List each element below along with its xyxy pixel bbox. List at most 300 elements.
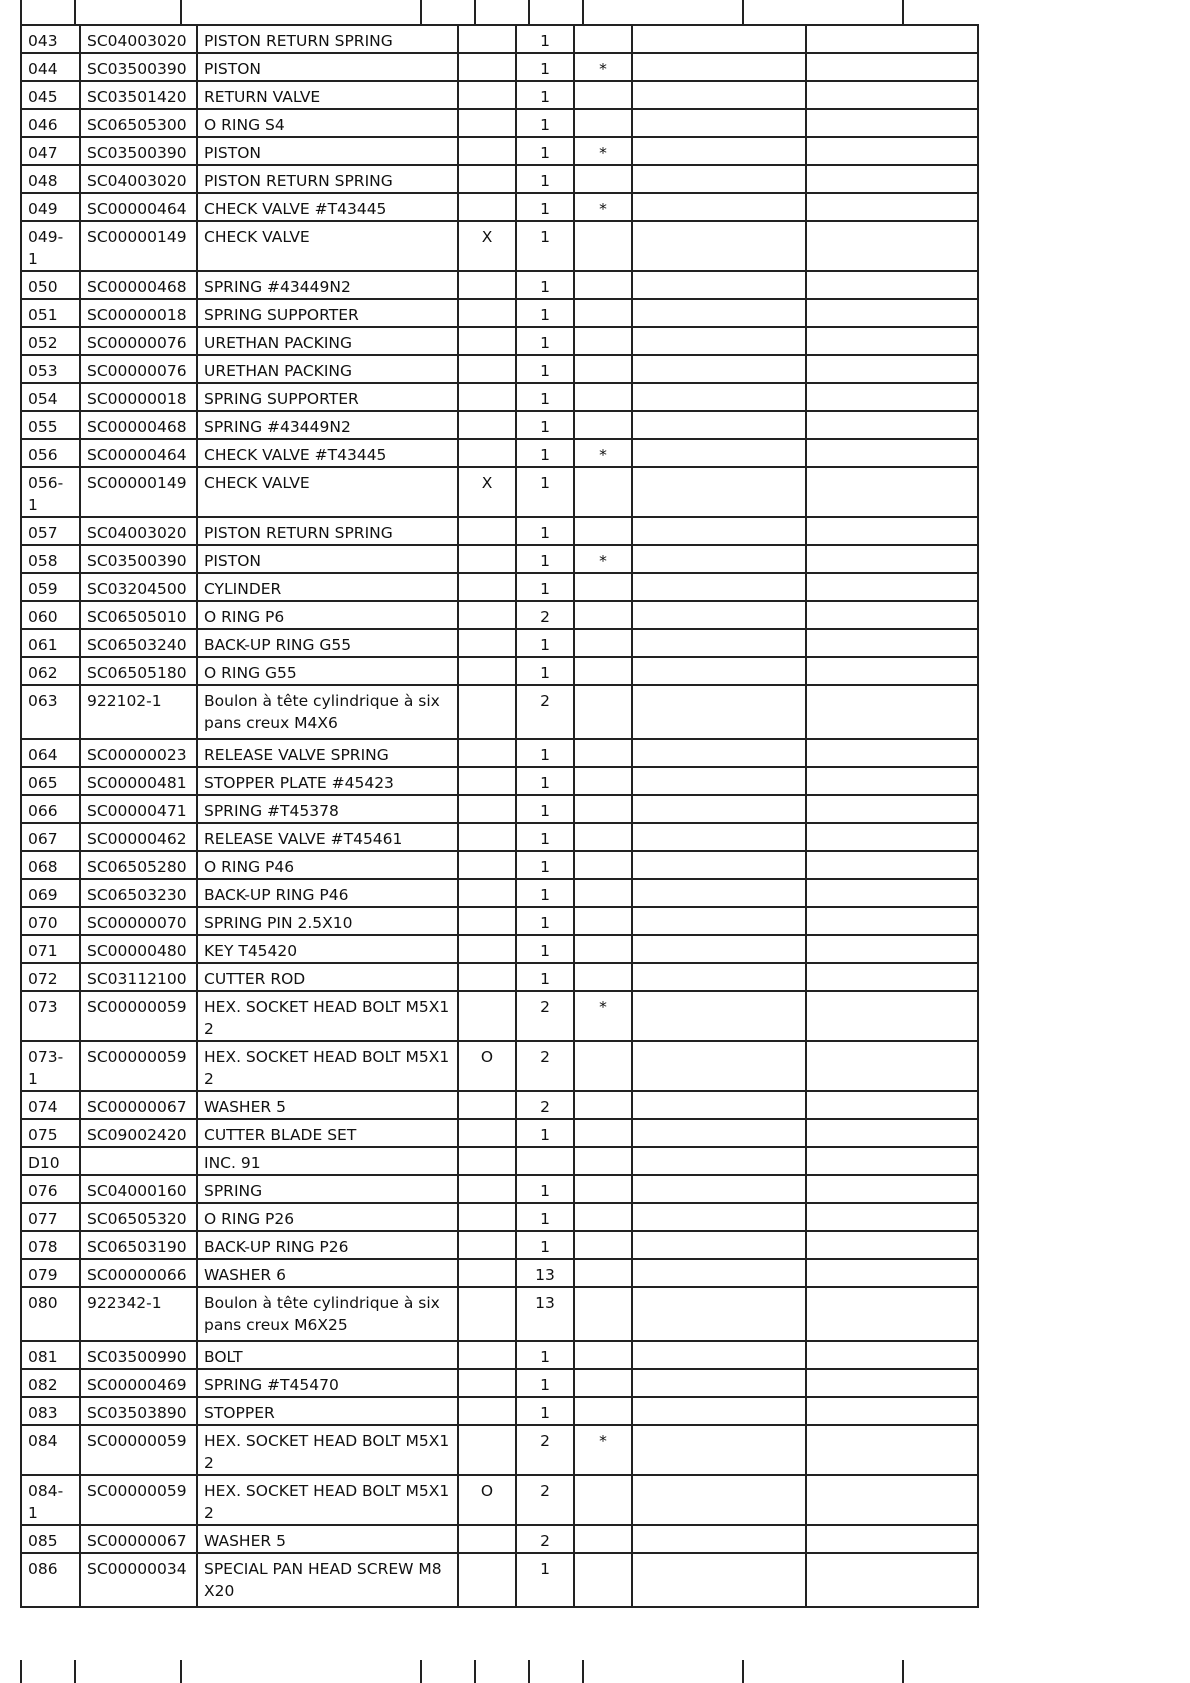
table-row: [21, 1475, 978, 1525]
cell-item-no: 062: [21, 657, 80, 685]
cell-blank: [632, 109, 806, 137]
cell-note-mark: [574, 601, 632, 629]
cell-note-mark: [574, 467, 632, 517]
cell-blank: [806, 467, 978, 517]
cell-quantity: 1: [516, 739, 574, 767]
cell-blank: [806, 109, 978, 137]
cell-blank: [806, 601, 978, 629]
cell-description: PISTON RETURN SPRING: [197, 25, 458, 53]
table-row: [21, 383, 978, 411]
cell-quantity: 1: [516, 907, 574, 935]
table-row: [21, 1147, 978, 1175]
cell-blank: [632, 657, 806, 685]
cell-part-code: SC00000471: [80, 795, 197, 823]
cell-item-no: 066: [21, 795, 80, 823]
cell-note-mark: [574, 823, 632, 851]
cell-quantity: 1: [516, 573, 574, 601]
cell-blank: [806, 1553, 978, 1607]
table-row: [21, 355, 978, 383]
cell-blank: [632, 685, 806, 739]
cell-item-no: 080: [21, 1287, 80, 1341]
cell-item-no: 056: [21, 439, 80, 467]
cell-item-no: 048: [21, 165, 80, 193]
cell-part-code: [80, 1147, 197, 1175]
cell-note-mark: [574, 573, 632, 601]
table-row: [21, 221, 978, 271]
table-row: [21, 1203, 978, 1231]
table-row: [21, 1091, 978, 1119]
cell-option-mark: [458, 739, 516, 767]
cell-description: O RING P6: [197, 601, 458, 629]
cell-blank: [806, 1147, 978, 1175]
column-rule: [180, 0, 182, 24]
cell-blank: [806, 1525, 978, 1553]
cell-quantity: 1: [516, 517, 574, 545]
cell-option-mark: [458, 517, 516, 545]
cell-part-code: SC00000023: [80, 739, 197, 767]
cell-blank: [632, 767, 806, 795]
cell-item-no: 073-1: [21, 1041, 80, 1091]
cell-quantity: 1: [516, 629, 574, 657]
table-row: [21, 299, 978, 327]
cell-blank: [806, 25, 978, 53]
cell-blank: [806, 795, 978, 823]
table-row: [21, 963, 978, 991]
cell-note-mark: *: [574, 53, 632, 81]
cell-quantity: 13: [516, 1259, 574, 1287]
cell-option-mark: [458, 81, 516, 109]
cell-blank: [632, 81, 806, 109]
cell-option-mark: [458, 1369, 516, 1397]
cell-option-mark: [458, 271, 516, 299]
cell-item-no: 068: [21, 851, 80, 879]
cell-description: PISTON RETURN SPRING: [197, 165, 458, 193]
cell-note-mark: [574, 1259, 632, 1287]
cell-note-mark: [574, 963, 632, 991]
cell-part-code: SC06503240: [80, 629, 197, 657]
cell-blank: [806, 137, 978, 165]
table-row: [21, 1425, 978, 1475]
cell-item-no: 076: [21, 1175, 80, 1203]
cell-description: URETHAN PACKING: [197, 355, 458, 383]
cell-blank: [806, 991, 978, 1041]
cell-note-mark: [574, 1119, 632, 1147]
cell-description: STOPPER: [197, 1397, 458, 1425]
cell-option-mark: [458, 823, 516, 851]
cell-note-mark: [574, 1203, 632, 1231]
cell-blank: [806, 685, 978, 739]
column-rule: [582, 1660, 584, 1683]
cell-part-code: SC00000034: [80, 1553, 197, 1607]
cell-description: BACK-UP RING G55: [197, 629, 458, 657]
cell-blank: [632, 739, 806, 767]
table-row: [21, 1341, 978, 1369]
cell-blank: [806, 1091, 978, 1119]
table-row: [21, 1397, 978, 1425]
cell-blank: [632, 851, 806, 879]
cell-note-mark: *: [574, 545, 632, 573]
cell-item-no: 082: [21, 1369, 80, 1397]
cell-quantity: 2: [516, 1041, 574, 1091]
cell-blank: [632, 573, 806, 601]
cell-option-mark: [458, 383, 516, 411]
cell-quantity: 1: [516, 165, 574, 193]
cell-option-mark: [458, 685, 516, 739]
cell-description: CHECK VALVE #T43445: [197, 439, 458, 467]
cell-description: SPRING #T45470: [197, 1369, 458, 1397]
cell-option-mark: [458, 1119, 516, 1147]
cell-quantity: 1: [516, 137, 574, 165]
cell-option-mark: O: [458, 1041, 516, 1091]
cell-part-code: SC00000067: [80, 1091, 197, 1119]
column-rule: [474, 1660, 476, 1683]
cell-description: PISTON RETURN SPRING: [197, 517, 458, 545]
cell-blank: [806, 629, 978, 657]
table-row: [21, 601, 978, 629]
cell-quantity: 1: [516, 1369, 574, 1397]
cell-blank: [632, 1287, 806, 1341]
cell-part-code: SC06505280: [80, 851, 197, 879]
cell-description: WASHER 5: [197, 1525, 458, 1553]
cell-note-mark: [574, 1475, 632, 1525]
cell-blank: [806, 1259, 978, 1287]
cell-part-code: SC00000480: [80, 935, 197, 963]
cell-item-no: 047: [21, 137, 80, 165]
cell-note-mark: [574, 1231, 632, 1259]
cell-option-mark: [458, 935, 516, 963]
table-row: [21, 1553, 978, 1607]
cell-blank: [632, 1341, 806, 1369]
cell-part-code: SC06505180: [80, 657, 197, 685]
cell-quantity: [516, 1147, 574, 1175]
cell-option-mark: [458, 601, 516, 629]
cell-option-mark: [458, 53, 516, 81]
table-row: [21, 1231, 978, 1259]
cell-option-mark: [458, 963, 516, 991]
cell-blank: [632, 193, 806, 221]
cell-note-mark: [574, 879, 632, 907]
cell-blank: [806, 1287, 978, 1341]
cell-option-mark: [458, 299, 516, 327]
cell-note-mark: [574, 1369, 632, 1397]
cell-note-mark: [574, 271, 632, 299]
cell-blank: [632, 439, 806, 467]
cell-description: SPRING SUPPORTER: [197, 299, 458, 327]
cell-option-mark: [458, 439, 516, 467]
cell-part-code: SC00000059: [80, 1425, 197, 1475]
cell-blank: [806, 271, 978, 299]
cell-item-no: 073: [21, 991, 80, 1041]
cell-blank: [632, 411, 806, 439]
cell-blank: [632, 299, 806, 327]
cell-option-mark: [458, 1091, 516, 1119]
cell-quantity: 1: [516, 383, 574, 411]
cell-blank: [806, 657, 978, 685]
table-row: [21, 935, 978, 963]
cell-part-code: SC00000468: [80, 271, 197, 299]
table-row: [21, 573, 978, 601]
cell-note-mark: *: [574, 137, 632, 165]
cell-part-code: SC06505300: [80, 109, 197, 137]
cell-note-mark: [574, 1397, 632, 1425]
cell-item-no: 044: [21, 53, 80, 81]
cell-quantity: 1: [516, 851, 574, 879]
cell-option-mark: [458, 1425, 516, 1475]
cell-blank: [806, 383, 978, 411]
cell-option-mark: O: [458, 1475, 516, 1525]
cell-item-no: 086: [21, 1553, 80, 1607]
cell-note-mark: [574, 355, 632, 383]
cell-description: BACK-UP RING P46: [197, 879, 458, 907]
cell-item-no: 085: [21, 1525, 80, 1553]
cell-blank: [632, 1041, 806, 1091]
cell-description: HEX. SOCKET HEAD BOLT M5X12: [197, 1041, 458, 1091]
cell-item-no: 084: [21, 1425, 80, 1475]
table-row: [21, 81, 978, 109]
table-row: [21, 517, 978, 545]
cell-part-code: SC04000160: [80, 1175, 197, 1203]
cell-blank: [806, 1397, 978, 1425]
cell-description: O RING S4: [197, 109, 458, 137]
cell-part-code: SC03500390: [80, 53, 197, 81]
cell-blank: [632, 1119, 806, 1147]
cell-blank: [806, 411, 978, 439]
cell-option-mark: [458, 1525, 516, 1553]
column-rule: [902, 1660, 904, 1683]
cell-option-mark: [458, 629, 516, 657]
cell-quantity: 1: [516, 271, 574, 299]
cell-part-code: SC03501420: [80, 81, 197, 109]
cell-note-mark: *: [574, 1425, 632, 1475]
cell-item-no: 059: [21, 573, 80, 601]
cell-item-no: 054: [21, 383, 80, 411]
cell-quantity: 2: [516, 685, 574, 739]
cell-blank: [632, 1425, 806, 1475]
cell-description: WASHER 6: [197, 1259, 458, 1287]
cell-item-no: 074: [21, 1091, 80, 1119]
table-row: [21, 629, 978, 657]
cell-note-mark: [574, 81, 632, 109]
cell-option-mark: X: [458, 221, 516, 271]
column-rule: [474, 0, 476, 24]
cell-blank: [632, 1175, 806, 1203]
cell-description: PISTON: [197, 53, 458, 81]
table-row: [21, 411, 978, 439]
cell-blank: [806, 1425, 978, 1475]
cell-item-no: 078: [21, 1231, 80, 1259]
cell-part-code: SC03500390: [80, 137, 197, 165]
cell-part-code: SC06505320: [80, 1203, 197, 1231]
cell-note-mark: [574, 25, 632, 53]
cell-quantity: 2: [516, 1525, 574, 1553]
cell-blank: [632, 221, 806, 271]
table-row: [21, 193, 978, 221]
cell-option-mark: [458, 1341, 516, 1369]
cell-blank: [806, 517, 978, 545]
cell-option-mark: [458, 327, 516, 355]
cell-note-mark: [574, 907, 632, 935]
cell-part-code: 922102-1: [80, 685, 197, 739]
cell-item-no: 067: [21, 823, 80, 851]
cell-blank: [632, 601, 806, 629]
column-rule: [742, 1660, 744, 1683]
cell-quantity: 1: [516, 1203, 574, 1231]
cell-part-code: 922342-1: [80, 1287, 197, 1341]
cell-quantity: 2: [516, 1425, 574, 1475]
cell-description: SPRING #43449N2: [197, 411, 458, 439]
cell-part-code: SC06503230: [80, 879, 197, 907]
cell-option-mark: [458, 411, 516, 439]
cell-item-no: 081: [21, 1341, 80, 1369]
cell-option-mark: [458, 573, 516, 601]
table-row: [21, 1041, 978, 1091]
cell-description: Boulon à tête cylindrique à six pans creux M6X25: [197, 1287, 458, 1341]
cell-blank: [632, 1231, 806, 1259]
cell-description: O RING P26: [197, 1203, 458, 1231]
cell-note-mark: [574, 1091, 632, 1119]
cell-item-no: D10: [21, 1147, 80, 1175]
cell-description: SPRING: [197, 1175, 458, 1203]
cell-part-code: SC00000070: [80, 907, 197, 935]
cell-note-mark: [574, 935, 632, 963]
cell-note-mark: *: [574, 439, 632, 467]
cell-item-no: 055: [21, 411, 80, 439]
table-row: [21, 109, 978, 137]
cell-item-no: 043: [21, 25, 80, 53]
cell-blank: [632, 629, 806, 657]
cell-option-mark: [458, 907, 516, 935]
cell-option-mark: [458, 109, 516, 137]
cell-note-mark: [574, 1553, 632, 1607]
cell-blank: [806, 355, 978, 383]
cell-note-mark: [574, 685, 632, 739]
cell-quantity: 1: [516, 439, 574, 467]
cell-description: HEX. SOCKET HEAD BOLT M5X12: [197, 1475, 458, 1525]
cell-item-no: 049: [21, 193, 80, 221]
cell-quantity: 1: [516, 411, 574, 439]
cell-part-code: SC06505010: [80, 601, 197, 629]
cell-option-mark: [458, 545, 516, 573]
cell-part-code: SC00000076: [80, 355, 197, 383]
cell-option-mark: [458, 137, 516, 165]
cell-quantity: 1: [516, 193, 574, 221]
cell-part-code: SC00000059: [80, 1475, 197, 1525]
cell-description: SPRING #43449N2: [197, 271, 458, 299]
cell-description: HEX. SOCKET HEAD BOLT M5X12: [197, 1425, 458, 1475]
column-rule: [582, 0, 584, 24]
cell-option-mark: [458, 1203, 516, 1231]
cell-blank: [632, 53, 806, 81]
table-row: [21, 1119, 978, 1147]
cell-note-mark: [574, 1341, 632, 1369]
table-row: [21, 1175, 978, 1203]
cell-item-no: 065: [21, 767, 80, 795]
cell-blank: [806, 851, 978, 879]
table-row: [21, 851, 978, 879]
cell-blank: [632, 823, 806, 851]
cell-note-mark: [574, 383, 632, 411]
cell-blank: [806, 221, 978, 271]
cell-note-mark: [574, 1287, 632, 1341]
cell-part-code: SC06503190: [80, 1231, 197, 1259]
cell-note-mark: [574, 1147, 632, 1175]
cell-note-mark: [574, 629, 632, 657]
cell-item-no: 063: [21, 685, 80, 739]
cell-part-code: SC00000149: [80, 467, 197, 517]
cell-option-mark: [458, 795, 516, 823]
cell-description: INC. 91: [197, 1147, 458, 1175]
cell-option-mark: [458, 355, 516, 383]
column-rule: [420, 0, 422, 24]
table-row: [21, 25, 978, 53]
table-row: [21, 1525, 978, 1553]
cell-part-code: SC03500390: [80, 545, 197, 573]
cell-part-code: SC00000018: [80, 383, 197, 411]
cell-option-mark: [458, 1397, 516, 1425]
cell-description: CHECK VALVE: [197, 467, 458, 517]
cell-description: RETURN VALVE: [197, 81, 458, 109]
cell-note-mark: [574, 165, 632, 193]
cell-item-no: 045: [21, 81, 80, 109]
cell-note-mark: *: [574, 991, 632, 1041]
cell-blank: [806, 1041, 978, 1091]
table-row: [21, 1369, 978, 1397]
cell-note-mark: *: [574, 193, 632, 221]
cell-option-mark: [458, 1259, 516, 1287]
cell-item-no: 061: [21, 629, 80, 657]
cell-option-mark: [458, 991, 516, 1041]
cell-blank: [806, 439, 978, 467]
cell-blank: [806, 767, 978, 795]
cell-part-code: SC00000018: [80, 299, 197, 327]
cell-blank: [806, 879, 978, 907]
cell-quantity: 1: [516, 1231, 574, 1259]
cell-blank: [632, 795, 806, 823]
cell-blank: [806, 299, 978, 327]
cell-blank: [806, 1175, 978, 1203]
cell-part-code: SC00000464: [80, 193, 197, 221]
cell-option-mark: [458, 1287, 516, 1341]
table-row: [21, 165, 978, 193]
cell-note-mark: [574, 411, 632, 439]
cell-item-no: 071: [21, 935, 80, 963]
cell-description: BOLT: [197, 1341, 458, 1369]
cell-blank: [806, 165, 978, 193]
cell-quantity: 1: [516, 221, 574, 271]
cell-blank: [806, 1203, 978, 1231]
cell-part-code: SC00000462: [80, 823, 197, 851]
cell-note-mark: [574, 767, 632, 795]
cell-blank: [632, 355, 806, 383]
cell-item-no: 079: [21, 1259, 80, 1287]
cell-blank: [806, 1231, 978, 1259]
cell-part-code: SC03112100: [80, 963, 197, 991]
cell-option-mark: [458, 25, 516, 53]
cell-description: SPRING #T45378: [197, 795, 458, 823]
cell-option-mark: X: [458, 467, 516, 517]
cell-note-mark: [574, 1525, 632, 1553]
cell-item-no: 075: [21, 1119, 80, 1147]
cell-quantity: 1: [516, 327, 574, 355]
cell-blank: [632, 517, 806, 545]
cell-blank: [632, 1147, 806, 1175]
table-row: [21, 271, 978, 299]
table-row: [21, 795, 978, 823]
table-row: [21, 739, 978, 767]
table-row: [21, 879, 978, 907]
column-rule: [74, 0, 76, 24]
column-rule: [528, 0, 530, 24]
